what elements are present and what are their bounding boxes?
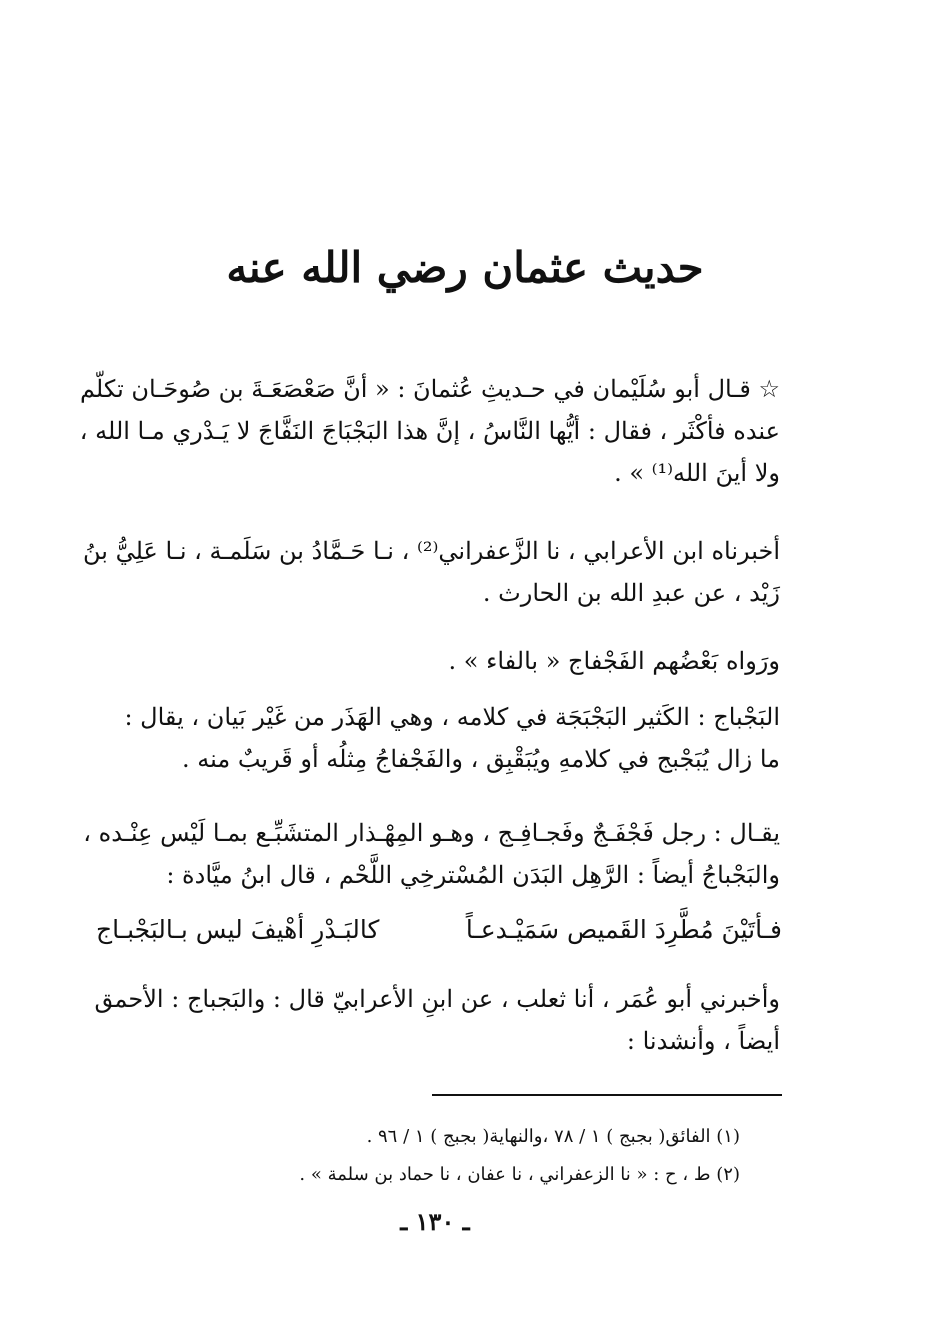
text-line: ما زال يُبَجْبج في كلامهِ ويُبَقْبِق ، والفَجْفاجُ مِثلُه أو قَريبٌ منه .: [181, 745, 780, 773]
text-line: زَيْد ، عن عبدِ الله بن الحارث .: [482, 579, 780, 607]
paragraph-usage: [83, 812, 780, 896]
text-line: ☆ قـال أبو سُلَيْمان في حـديثِ عُثمانَ : « أنَّ صَعْصَعَـةَ بن صُوحَـان تكلّم: [79, 375, 780, 403]
footnote-divider: [432, 1094, 782, 1096]
paragraph-isnad: [83, 530, 780, 614]
text-line: أخبرناه ابن الأعرابي ، نا الزَّعفراني⁽²⁾ ، نـا حَـمَّادُ بن سَلَمـة ، نـا عَلِيُّ بنُ: [83, 537, 780, 565]
text-line: البَجْباج : الكَثير البَجْبَجَة في كلامه ، وهي الهَذَر من غَيْر بَيان ، يقال :: [124, 703, 780, 731]
paragraph-variant: [100, 640, 780, 682]
paragraph-definition: [100, 696, 780, 780]
text-line: عنده فأكْثَر ، فقال : أيُّها النَّاسُ ، إنَّ هذا البَجْبَاجَ النَفَّاجَ لا يَـدْري مـا الله ،: [79, 417, 780, 445]
text-line: أيضاً ، وأنشدنا :: [626, 1027, 780, 1055]
footnote-1: (١) الفائق( بجبج ) ١ / ٧٨ ،والنهاية( بجبج ) ١ / ٩٦ .: [366, 1126, 740, 1147]
footnote-2: (٢) ط ، ح : « نا الزعفراني ، نا عفان ، نا حماد بن سلمة » .: [299, 1164, 740, 1185]
paragraph-thalab: [94, 978, 780, 1062]
verse-first-hemistich: فـأتَيْنَ مُطَّرِدَ القَميص سَمَيْـدعـاً: [465, 915, 782, 944]
text-line: يقـال : رجل فَجْفَـجٌ وفَجـافِـج ، وهـو المِهْـذار المتشَبِّـع بمـا لَيْس عِنْـده ،: [83, 819, 780, 847]
footnotes: [300, 1118, 740, 1194]
text-line: ولا أينَ الله⁽¹⁾ » .: [614, 459, 780, 487]
page-number: ـ ١٣٠ ـ: [400, 1207, 470, 1236]
text-line: وأخبرني أبو عُمَر ، أنا ثعلب ، عن ابنِ الأعرابيّ قال : والبَجباج : الأحمق: [94, 985, 780, 1013]
chapter-title: حديث عثمان رضي الله عنه: [226, 243, 704, 292]
text-line: والبَجْباجُ أيضاً : الرَّهِل البَدَن المُسْترخِي اللَّحْم ، قال ابنُ ميَّادة :: [166, 861, 780, 889]
poetry-verse: [96, 908, 782, 952]
paragraph-hadith: [79, 368, 780, 494]
text-line: ورَواه بَعْضُهم الفَجْفاج « بالفاء » .: [448, 647, 780, 675]
verse-second-hemistich: كالبَـدْرِ أهْيفَ ليس بـالبَجْبـاج: [96, 915, 380, 944]
